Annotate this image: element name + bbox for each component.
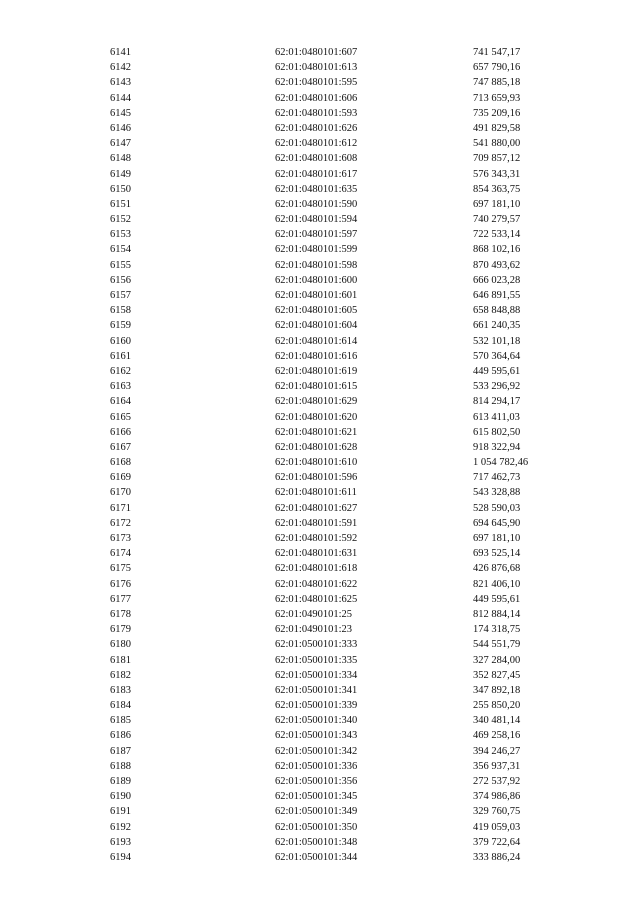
row-number: 6151 — [110, 198, 131, 210]
cadastral-number: 62:01:0500101:342 — [275, 745, 358, 757]
cadastral-value: 333 886,24 — [473, 851, 521, 863]
cadastral-number: 62:01:0480101:629 — [275, 396, 358, 408]
cadastral-number: 62:01:0480101:620 — [275, 411, 358, 423]
cadastral-value: 356 937,31 — [473, 760, 521, 772]
row-number: 6159 — [110, 320, 131, 332]
table-row — [0, 850, 640, 865]
cadastral-value: 740 279,57 — [473, 214, 521, 226]
cadastral-value: 697 181,10 — [473, 198, 521, 210]
cadastral-value: 658 848,88 — [473, 305, 521, 317]
row-number: 6155 — [110, 259, 131, 271]
table-row — [0, 151, 640, 166]
row-number: 6149 — [110, 168, 131, 180]
cadastral-value: 814 294,17 — [473, 396, 521, 408]
cadastral-number: 62:01:0480101:628 — [275, 441, 358, 453]
table-row — [0, 136, 640, 151]
row-number: 6192 — [110, 821, 131, 833]
cadastral-value: 697 181,10 — [473, 533, 521, 544]
table-row — [0, 273, 640, 288]
table-row — [0, 485, 640, 500]
row-number: 6165 — [110, 411, 131, 423]
cadastral-number: 62:01:0480101:627 — [275, 502, 358, 514]
table-row — [0, 242, 640, 257]
cadastral-value: 735 209,16 — [473, 107, 521, 119]
table-row — [0, 728, 640, 743]
cadastral-value: 812 884,14 — [473, 608, 521, 620]
row-number: 6173 — [110, 533, 131, 544]
cadastral-value: 272 537,92 — [473, 776, 521, 787]
cadastral-value: 918 322,94 — [473, 441, 521, 453]
cadastral-value: 174 318,75 — [473, 624, 521, 636]
table-row — [0, 789, 640, 804]
row-number: 6161 — [110, 350, 131, 362]
row-number: 6189 — [110, 776, 131, 787]
cadastral-number: 62:01:0480101:601 — [275, 290, 358, 301]
table-row — [0, 668, 640, 683]
row-number: 6187 — [110, 745, 131, 757]
table-row — [0, 440, 640, 455]
table-row — [0, 531, 640, 546]
row-number: 6181 — [110, 654, 131, 666]
row-number: 6186 — [110, 730, 131, 742]
cadastral-value: 613 411,03 — [473, 411, 520, 423]
cadastral-number: 62:01:0480101:596 — [275, 472, 358, 484]
row-number: 6153 — [110, 229, 131, 241]
row-number: 6171 — [110, 502, 131, 514]
table-row — [0, 60, 640, 75]
cadastral-number: 62:01:0480101:635 — [275, 183, 358, 195]
row-number: 6183 — [110, 684, 131, 696]
table-row — [0, 516, 640, 531]
row-number: 6145 — [110, 107, 131, 119]
row-number: 6141 — [110, 47, 131, 58]
table-row — [0, 349, 640, 364]
table-row — [0, 653, 640, 668]
cadastral-number: 62:01:0490101:25 — [275, 608, 353, 620]
cadastral-value: 693 525,14 — [473, 548, 521, 560]
cadastral-value: 713 659,93 — [473, 92, 521, 104]
cadastral-number: 62:01:0480101:615 — [275, 381, 358, 393]
cadastral-value: 709 857,12 — [473, 153, 521, 165]
table-row — [0, 425, 640, 440]
cadastral-number: 62:01:0480101:616 — [275, 350, 358, 362]
cadastral-number: 62:01:0480101:622 — [275, 578, 358, 590]
row-number: 6184 — [110, 700, 131, 712]
row-number: 6152 — [110, 214, 131, 226]
cadastral-value: 352 827,45 — [473, 669, 521, 681]
table-row — [0, 774, 640, 789]
cadastral-value: 741 547,17 — [473, 47, 521, 58]
table-row — [0, 288, 640, 303]
table-row — [0, 106, 640, 121]
cadastral-number: 62:01:0480101:592 — [275, 533, 358, 544]
row-number: 6166 — [110, 426, 131, 438]
cadastral-number: 62:01:0480101:597 — [275, 229, 358, 241]
cadastral-number: 62:01:0480101:610 — [275, 457, 358, 469]
cadastral-number: 62:01:0500101:356 — [275, 776, 358, 787]
cadastral-value: 340 481,14 — [473, 715, 521, 727]
cadastral-number: 62:01:0480101:631 — [275, 548, 358, 560]
row-number: 6146 — [110, 122, 131, 134]
cadastral-number: 62:01:0480101:621 — [275, 426, 358, 438]
table-row — [0, 212, 640, 227]
row-number: 6185 — [110, 715, 131, 727]
row-number: 6194 — [110, 851, 131, 863]
cadastral-number: 62:01:0480101:618 — [275, 563, 358, 575]
table-row — [0, 379, 640, 394]
cadastral-value: 657 790,16 — [473, 62, 521, 74]
table-row — [0, 75, 640, 90]
row-number: 6150 — [110, 183, 131, 195]
row-number: 6179 — [110, 624, 131, 636]
table-row — [0, 303, 640, 318]
row-number: 6176 — [110, 578, 131, 590]
row-number: 6160 — [110, 335, 131, 347]
row-number: 6164 — [110, 396, 131, 408]
cadastral-number: 62:01:0480101:612 — [275, 138, 358, 150]
cadastral-number: 62:01:0480101:611 — [275, 487, 357, 499]
cadastral-number: 62:01:0480101:599 — [275, 244, 358, 256]
row-number: 6193 — [110, 836, 131, 848]
row-number: 6174 — [110, 548, 131, 560]
table-row — [0, 470, 640, 485]
table-row — [0, 45, 640, 60]
row-number: 6167 — [110, 441, 131, 453]
row-number: 6156 — [110, 274, 131, 286]
cadastral-number: 62:01:0480101:614 — [275, 335, 358, 347]
cadastral-value: 532 101,18 — [473, 335, 521, 347]
cadastral-value: 394 246,27 — [473, 745, 521, 757]
row-number: 6169 — [110, 472, 131, 484]
cadastral-value: 449 595,61 — [473, 593, 521, 605]
row-number: 6148 — [110, 153, 131, 165]
cadastral-value: 666 023,28 — [473, 274, 521, 286]
cadastral-value: 570 364,64 — [473, 350, 521, 362]
cadastral-number: 62:01:0480101:619 — [275, 365, 358, 377]
cadastral-number: 62:01:0480101:604 — [275, 320, 358, 332]
cadastral-number: 62:01:0500101:349 — [275, 806, 358, 818]
row-number: 6142 — [110, 62, 131, 74]
cadastral-number: 62:01:0500101:350 — [275, 821, 358, 833]
cadastral-number: 62:01:0480101:607 — [275, 47, 358, 58]
cadastral-value: 533 296,92 — [473, 381, 521, 393]
cadastral-number: 62:01:0500101:344 — [275, 851, 358, 863]
table-row — [0, 744, 640, 759]
cadastral-number: 62:01:0480101:606 — [275, 92, 358, 104]
cadastral-value: 576 343,31 — [473, 168, 521, 180]
table-row — [0, 820, 640, 835]
table-row — [0, 835, 640, 850]
cadastral-number: 62:01:0500101:341 — [275, 684, 358, 696]
row-number: 6175 — [110, 563, 131, 575]
table-row — [0, 561, 640, 576]
cadastral-value: 449 595,61 — [473, 365, 521, 377]
cadastral-value: 661 240,35 — [473, 320, 521, 332]
cadastral-value: 694 645,90 — [473, 517, 521, 529]
row-number: 6190 — [110, 791, 131, 803]
cadastral-number: 62:01:0480101:625 — [275, 593, 358, 605]
cadastral-number: 62:01:0480101:593 — [275, 107, 358, 119]
cadastral-number: 62:01:0500101:340 — [275, 715, 358, 727]
table-row — [0, 577, 640, 592]
cadastral-value: 419 059,03 — [473, 821, 521, 833]
row-number: 6177 — [110, 593, 131, 605]
row-number: 6147 — [110, 138, 131, 150]
table-row — [0, 167, 640, 182]
cadastral-number: 62:01:0480101:595 — [275, 77, 358, 89]
table-row — [0, 121, 640, 136]
cadastral-value: 821 406,10 — [473, 578, 521, 590]
table-row — [0, 607, 640, 622]
table-row — [0, 637, 640, 652]
cadastral-number: 62:01:0480101:598 — [275, 259, 358, 271]
cadastral-number: 62:01:0480101:591 — [275, 517, 358, 529]
document-table — [0, 45, 640, 865]
cadastral-number: 62:01:0480101:605 — [275, 305, 358, 317]
cadastral-number: 62:01:0480101:626 — [275, 122, 358, 134]
table-row — [0, 501, 640, 516]
row-number: 6168 — [110, 457, 131, 469]
table-row — [0, 546, 640, 561]
cadastral-number: 62:01:0500101:345 — [275, 791, 358, 803]
cadastral-value: 722 533,14 — [473, 229, 521, 241]
row-number: 6158 — [110, 305, 131, 317]
row-number: 6143 — [110, 77, 131, 89]
cadastral-value: 255 850,20 — [473, 700, 521, 712]
cadastral-value: 374 986,86 — [473, 791, 521, 803]
cadastral-number: 62:01:0500101:336 — [275, 760, 358, 772]
cadastral-value: 615 802,50 — [473, 426, 521, 438]
row-number: 6178 — [110, 608, 131, 620]
cadastral-value: 491 829,58 — [473, 122, 521, 134]
cadastral-number: 62:01:0480101:594 — [275, 214, 358, 226]
cadastral-value: 528 590,03 — [473, 502, 521, 514]
cadastral-value: 854 363,75 — [473, 183, 521, 195]
cadastral-number: 62:01:0490101:23 — [275, 624, 353, 636]
cadastral-number: 62:01:0500101:343 — [275, 730, 358, 742]
cadastral-value: 1 054 782,46 — [473, 457, 529, 469]
row-number: 6163 — [110, 381, 131, 393]
table-row — [0, 592, 640, 607]
table-row — [0, 759, 640, 774]
row-number: 6154 — [110, 244, 131, 256]
row-number: 6157 — [110, 290, 131, 301]
table-row — [0, 197, 640, 212]
row-number: 6191 — [110, 806, 131, 818]
table-row — [0, 91, 640, 106]
cadastral-number: 62:01:0500101:348 — [275, 836, 358, 848]
cadastral-value: 379 722,64 — [473, 836, 521, 848]
cadastral-value: 541 880,00 — [473, 138, 521, 150]
cadastral-number: 62:01:0500101:339 — [275, 700, 358, 712]
table-row — [0, 364, 640, 379]
table-row — [0, 394, 640, 409]
table-row — [0, 334, 640, 349]
cadastral-value: 543 328,88 — [473, 487, 521, 499]
cadastral-number: 62:01:0500101:334 — [275, 669, 358, 681]
cadastral-number: 62:01:0480101:600 — [275, 274, 358, 286]
table-row — [0, 455, 640, 470]
table-row — [0, 318, 640, 333]
table-row — [0, 182, 640, 197]
cadastral-value: 544 551,79 — [473, 639, 521, 651]
table-row — [0, 258, 640, 273]
cadastral-value: 469 258,16 — [473, 730, 521, 742]
cadastral-number: 62:01:0480101:617 — [275, 168, 358, 180]
cadastral-value: 426 876,68 — [473, 563, 521, 575]
row-number: 6162 — [110, 365, 131, 377]
row-number: 6180 — [110, 639, 131, 651]
cadastral-value: 327 284,00 — [473, 654, 521, 666]
row-number: 6182 — [110, 669, 131, 681]
row-number: 6144 — [110, 92, 131, 104]
cadastral-value: 717 462,73 — [473, 472, 521, 484]
cadastral-value: 868 102,16 — [473, 244, 521, 256]
cadastral-value: 347 892,18 — [473, 684, 521, 696]
table-row — [0, 410, 640, 425]
row-number: 6188 — [110, 760, 131, 772]
table-row — [0, 804, 640, 819]
cadastral-value: 870 493,62 — [473, 259, 521, 271]
table-row — [0, 622, 640, 637]
table-row — [0, 713, 640, 728]
cadastral-number: 62:01:0500101:333 — [275, 639, 358, 651]
row-number: 6170 — [110, 487, 131, 499]
cadastral-value: 747 885,18 — [473, 77, 521, 89]
cadastral-number: 62:01:0480101:613 — [275, 62, 358, 74]
cadastral-value: 646 891,55 — [473, 290, 521, 301]
cadastral-value: 329 760,75 — [473, 806, 521, 818]
cadastral-number: 62:01:0500101:335 — [275, 654, 358, 666]
row-number: 6172 — [110, 517, 131, 529]
cadastral-number: 62:01:0480101:608 — [275, 153, 358, 165]
table-row — [0, 683, 640, 698]
table-row — [0, 227, 640, 242]
cadastral-number: 62:01:0480101:590 — [275, 198, 358, 210]
table-row — [0, 698, 640, 713]
